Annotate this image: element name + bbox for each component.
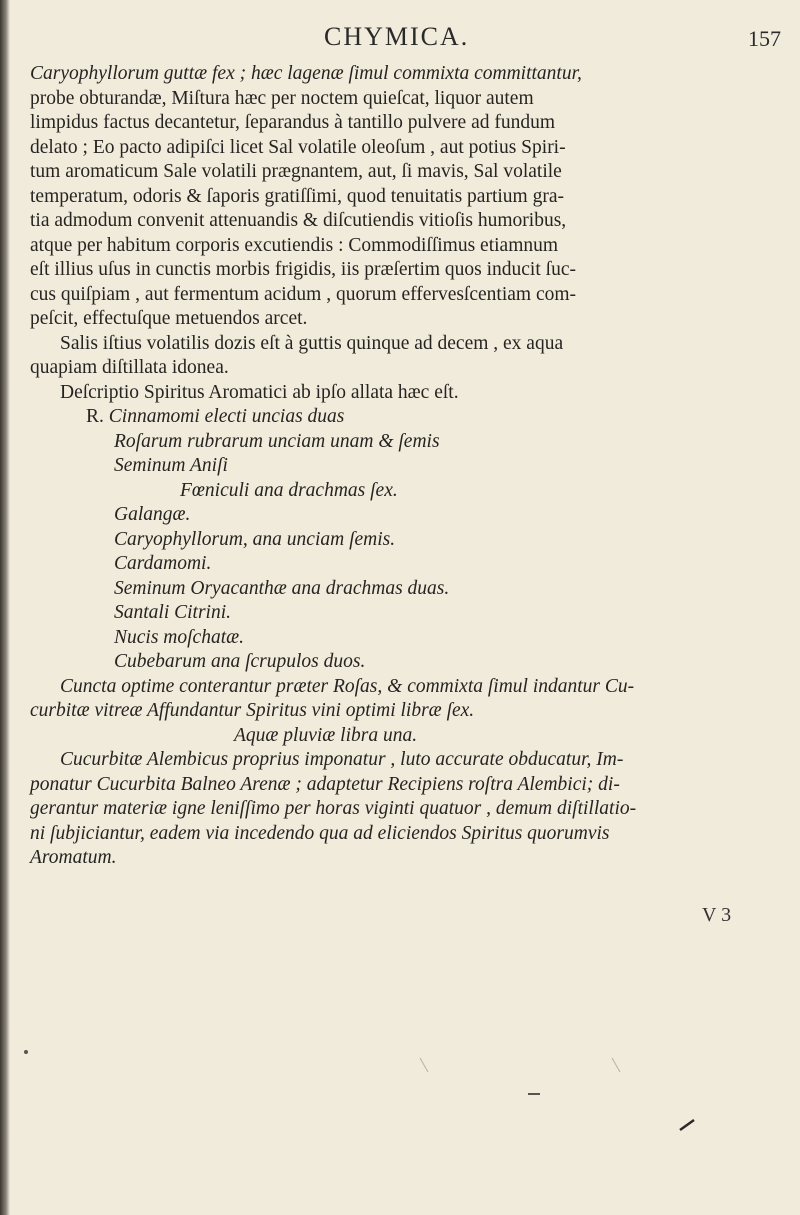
recipe-item: Caryophyllorum, ana unciam ſemis. (114, 528, 396, 550)
recipe-item: Roſarum rubrarum unciam unam & ſemis (114, 430, 440, 452)
page-number: 157 (748, 26, 781, 51)
text-line: Aquæ pluviæ libra una. (234, 724, 418, 746)
text-line: Aromatum. (30, 847, 117, 868)
recipe-item: Nucis moſchatæ. (114, 626, 244, 648)
paper-speck (420, 1058, 428, 1072)
text-line: ni ſubjiciantur, eadem via incedendo qua ad eliciendos Spiritus quorumvis (30, 822, 610, 844)
signature-mark: V 3 (702, 904, 732, 926)
recipe-item: Fœniculi ana drachmas ſex. (180, 479, 398, 501)
text-line: eſt illius uſus in cunctis morbis frigidis, iis præſertim quos inducit ſuc- (30, 259, 576, 280)
text-line: curbitæ vitreæ Affundantur Spiritus vini optimi libræ ſex. (30, 700, 475, 721)
text-line: Cuncta optime conterantur præter Roſas, & commixta ſimul indantur Cu- (60, 675, 635, 697)
text-line: atque per habitum corporis excutiendis : Commodiſſimus etiamnum (30, 234, 559, 256)
recipe-item: Galangæ. (114, 504, 191, 525)
ink-dot (24, 1050, 28, 1054)
recipe-item: Cardamomi. (114, 553, 212, 574)
recipe-item: Santali Citrini. (114, 602, 232, 623)
paragraph-3: Deſcriptio Spiritus Aromatici ab ipſo allata hæc eſt. (60, 381, 459, 403)
text-line: cus quiſpiam , aut fermentum acidum , quorum effervesſcentiam com- (30, 283, 577, 305)
running-head: CHYMICA. (324, 22, 470, 51)
recipe-item-text: Cinnamomi electi uncias duas (108, 406, 345, 427)
text-line: peſcit, effectuſque metuendos arcet. (30, 308, 308, 329)
recipe-symbol: R. (86, 406, 104, 427)
text-line: Caryophyllorum guttæ fex ; hæc lagenæ ſimul commixta committantur, (30, 63, 582, 84)
recipe-item: Cubebarum ana ſcrupulos duos. (114, 651, 366, 672)
ink-mark (680, 1120, 694, 1130)
text-line: ponatur Cucurbita Balneo Arenæ ; adaptetur Recipiens roſtra Alembici; di- (30, 773, 620, 795)
text-line: limpidus factus decantetur, ſeparandus à tantillo pulvere ad fundum (30, 112, 556, 133)
text-line: gerantur materiæ igne leniſſimo per horas viginti quatuor , demum diſtillatio- (30, 798, 637, 819)
text-line: delato ; Eo pacto adipiſci licet Sal volatile oleoſum , aut potius Spiri- (30, 136, 566, 158)
recipe-item: Seminum Oryacanthæ ana drachmas duas. (114, 577, 450, 599)
paper-speck (612, 1058, 620, 1072)
text-line: probe obturandæ, Miſtura hæc per noctem quieſcat, liquor autem (30, 87, 534, 109)
text-line: tia admodum convenit attenuandis & diſcutiendis vitioſis humoribus, (30, 210, 567, 231)
recipe-item: Seminum Aniſi (114, 455, 228, 476)
text-line: temperatum, odoris & ſaporis gratiſſimi, quod tenuitatis partium gra- (30, 185, 564, 207)
text-line: quapiam diſtillata idonea. (30, 357, 229, 378)
text-line: Cucurbitæ Alembicus proprius imponatur , luto accurate obducatur, Im- (60, 749, 624, 770)
text-line: tum aromaticum Sale volatili prægnantem, aut, ſi mavis, Sal volatile (30, 161, 562, 182)
text-line: Salis iſtius volatilis dozis eſt à guttis quinque ad decem , ex aqua (60, 332, 564, 354)
